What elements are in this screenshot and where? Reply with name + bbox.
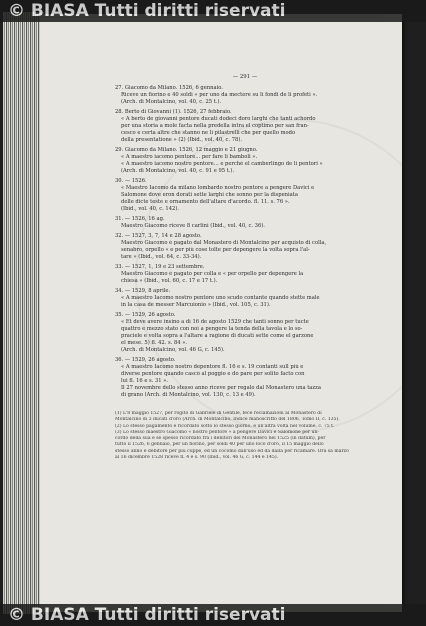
- entry-line: (Arch. di Montalcino, vol. 46 G, c. 145).: [121, 347, 225, 354]
- document-entry: [115, 85, 375, 106]
- footnote-line: al 16 dicembre 1528 riceve fl. 4 e s. 90 (Ibid., vol. 46 G, c. 144 e 145).: [115, 454, 279, 460]
- document-entries: [115, 85, 375, 399]
- entry-line: « A berto de giovanni pentore ducati dodeci doro larghi che tanti achordo: [121, 116, 316, 123]
- document-entry: [115, 233, 375, 261]
- entry-line: tare » (Ibid., vol. 64, c. 33-34).: [121, 254, 202, 261]
- entry-line: (Ibid., vol. 40, c. 142).: [121, 206, 180, 213]
- entry-line: della presentatione » (2) (Ibid., vol. 40, c. 78).: [121, 137, 243, 144]
- page-number: — 291 —: [232, 74, 258, 80]
- document-entry: [115, 357, 375, 400]
- entry-line: di grano (Arch. di Montalcino, vol. 130, c. 13 e 49).: [121, 392, 256, 399]
- entry-line: praciele e volta sopra a l'altare a ragione di ducati sette come el garzone: [121, 332, 314, 339]
- entry-heading: 27. Giacomo da Milano. 1526, 6 gennaio.: [115, 85, 223, 92]
- entry-line: « Et deve avere insino a dì 16 de agosto 1529 che tanti sonno per tucte: [121, 318, 309, 325]
- footnote-line: (1) L'8 maggio 1527, per rogito di Gabriele di Gentile, fece reclamazioni al Monastero di: [115, 411, 322, 417]
- entry-line: delle dicte teste e ornamento dell'altare d'acordo. fl. 11. s. 76 ».: [121, 199, 290, 206]
- entry-heading: 33. — 1527, 1, 19 e 23 settembre.: [115, 263, 205, 270]
- document-entry: [115, 264, 375, 285]
- entry-line: cesco e certa altre che stanno ne li pilastrelli che per quello modo: [121, 130, 296, 137]
- entry-line: « Maestro Iacomo da milano lombardo nostro pentore a pengere Davici e: [121, 185, 315, 192]
- page-content: [115, 74, 375, 461]
- footnote-line: Montalcino di 3 ducati d'oro (Arch. di Montalcino, Indice manoscritto del 1806, Tomo II, c. 135).: [115, 417, 340, 423]
- entry-heading: 35. — 1529, 26 agosto.: [115, 311, 176, 318]
- entry-line: « A maestro Iacomo nostro pentore uno scudo contante quando stette male: [121, 294, 320, 301]
- footnote-line: cordo della sua e se spesso ricordato fra i debitori del Monastero nel 1525 (in datum), per: [115, 436, 326, 442]
- footnote-line: (3) Lo stesso maestro Giacomo « nostro pentore » a pengere Davici e Salomone per un-: [115, 429, 320, 435]
- entry-heading: 29. Giacomo da Milano. 1526, 12 maggio e 21 giugno.: [115, 147, 258, 154]
- document-entry: [115, 312, 375, 355]
- entry-line: Riceve un fiorino e 40 soldi « per uno da mectere su li fondi de li profeti ».: [121, 92, 318, 99]
- entry-line: Salomone dove eron dorati sette larghi che sonno per la dispeniata: [121, 192, 298, 199]
- document-entry: [115, 147, 375, 175]
- entry-line: Maestro Giacomo è pagato dal Monastero di Montalcino per acquisto di colla,: [121, 239, 327, 246]
- copyright-watermark-top: © BIASA Tutti diritti riservati: [0, 0, 426, 22]
- footnote-line: (2) Lo stesso pagamento è ricordato sotto lo stesso giorno, e un'altra volta nel volume, c. 75 t.: [115, 423, 335, 429]
- entry-heading: 32. — 1527, 3, 7, 14 e 28 agosto.: [115, 232, 202, 239]
- entry-line: Maestro Giacomo riceve 8 carlini (Ibid., vol. 40, c. 36).: [121, 223, 265, 230]
- entry-line: senabro, orpello « e per più cose tolte per depengere la volta sopra l'al-: [121, 247, 310, 254]
- entry-line: (Arch. di Montalcino, vol. 40, c. 25 t.).: [121, 99, 222, 106]
- document-entry: [115, 178, 375, 213]
- entry-line: (Arch. di Montalcino, vol. 40, c. 91 e 95 t.).: [121, 168, 235, 175]
- entry-heading: 28. Berto di Giovanni (1). 1526, 27 febbraio.: [115, 108, 232, 115]
- entry-line: chiesa » (Ibid., vol. 60, c. 17 e 17 t.).: [121, 278, 218, 284]
- entry-line: Maestro Giacomo è pagato per colla e « per orpello per depengere la: [121, 270, 304, 277]
- entry-line: el mese. 5) fl. 42. s. 84 ».: [121, 339, 188, 346]
- entry-line: Il 27 novembre dello stesso anno riceve per regalo dal Monastero una tazza: [121, 385, 321, 392]
- footnote-line: stesso anno è debitore per più cuppe, ed un cocomo dall'uso ed da dalla per ricamare. Ora sa marzo: [115, 448, 349, 454]
- footnotes: [115, 411, 375, 461]
- entry-line: « A maestro iacomo nostro pentore... e perchè el camberlingo de li pentori »: [121, 161, 323, 168]
- scanned-page: [40, 14, 402, 612]
- document-entry: [115, 288, 375, 309]
- document-entry: [115, 216, 375, 230]
- entry-line: « A maestro iacomo pentore... per fare li bamboli ».: [121, 154, 258, 161]
- entry-line: quattro e mezzo stato con noi a pengere la tenda della tavola e lo so-: [121, 325, 303, 332]
- entry-line: in la casa de messer Marcuionio » (Ibid., vol. 105, c. 31).: [121, 301, 271, 308]
- page-edge-stack: [3, 12, 45, 614]
- entry-heading: 31. — 1526, 16 ag.: [115, 216, 165, 223]
- entry-heading: 36. — 1529, 26 agosto.: [115, 356, 176, 363]
- entry-line: diverse pentore quando cascò al poggio e do pare per solito facto con: [121, 370, 305, 377]
- footnote-line: tutto il 1526, 6 gennaio, per un fiorino, per soldi 40 per uno loco d'oro, il 15 maggio dello: [115, 442, 324, 448]
- entry-line: per una storia a mole facta nella predella intra el coptimo per san fran-: [121, 123, 309, 130]
- entry-heading: 34. — 1529, 8 aprile.: [115, 287, 171, 294]
- entry-line: lui fl. 16 e s. 31 ».: [121, 378, 169, 384]
- entry-line: « A maestro Iacomo nostro depentore fl. 16 e s. 19 contanti sull più e: [121, 363, 304, 370]
- entry-heading: 30. — 1526.: [115, 178, 147, 184]
- document-entry: [115, 109, 375, 144]
- copyright-watermark-bottom: © BIASA Tutti diritti riservati: [0, 604, 426, 626]
